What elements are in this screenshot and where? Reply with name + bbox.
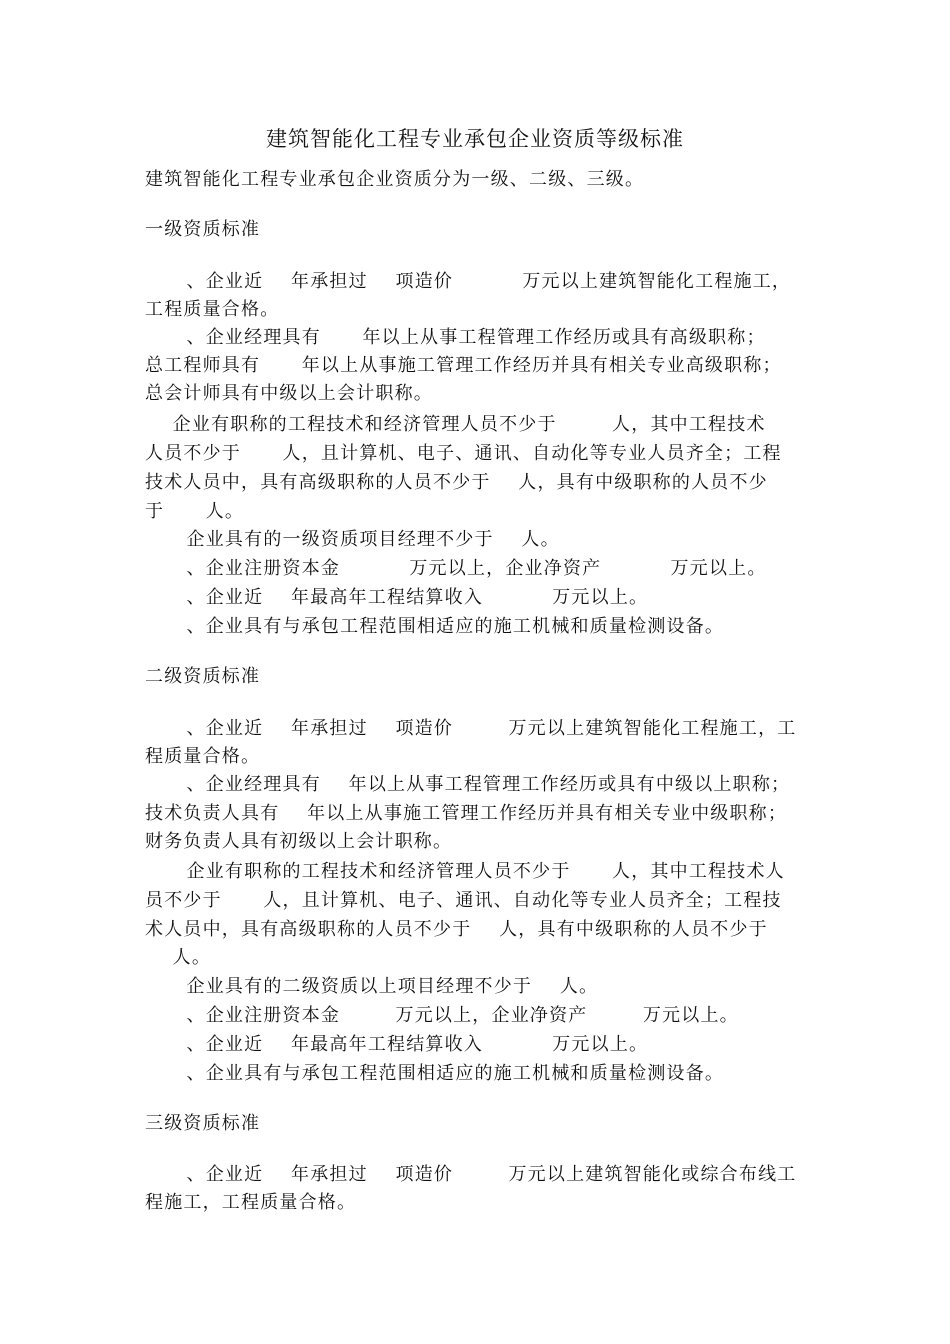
grade2-line: 员不少于 人，且计算机、电子、通讯、自动化等专业人员齐全；工程技 bbox=[145, 890, 782, 911]
grade2-line: 程质量合格。 bbox=[145, 746, 261, 767]
grade1-line: 总会计师具有中级以上会计职称。 bbox=[145, 383, 433, 404]
grade1-line: 工程质量合格。 bbox=[145, 299, 280, 320]
grade1-line: 、企业近 年最高年工程结算收入 万元以上。 bbox=[145, 587, 649, 608]
document-title: 建筑智能化工程专业承包企业资质等级标准 bbox=[266, 127, 684, 151]
grade1-line: 、企业具有与承包工程范围相适应的施工机械和质量检测设备。 bbox=[145, 616, 725, 637]
grade2-line: 、企业近 年承担过 项造价 万元以上建筑智能化工程施工，工 bbox=[145, 718, 797, 739]
grade1-line: 企业具有的一级资质项目经理不少于 人。 bbox=[145, 529, 560, 550]
grade2-line: 、企业近 年最高年工程结算收入 万元以上。 bbox=[145, 1034, 649, 1055]
grade1-line: 人员不少于 人，且计算机、电子、通讯、自动化等专业人员齐全；工程 bbox=[145, 443, 782, 464]
grade3-heading: 三级资质标准 bbox=[145, 1113, 261, 1134]
grade2-line: 、企业注册资本金 万元以上，企业净资产 万元以上。 bbox=[145, 1005, 739, 1026]
grade2-line: 、企业经理具有 年以上从事工程管理工作经历或具有中级以上职称； bbox=[145, 774, 791, 795]
grade1-line: 技术人员中，具有高级职称的人员不少于 人，具有中级职称的人员不少 bbox=[145, 472, 768, 493]
grade1-heading: 一级资质标准 bbox=[145, 219, 261, 240]
grade2-heading: 二级资质标准 bbox=[145, 666, 261, 687]
grade2-line: 人。 bbox=[145, 947, 212, 968]
grade1-line: 于 人。 bbox=[145, 501, 245, 522]
grade2-line: 企业有职称的工程技术和经济管理人员不少于 人，其中工程技术人 bbox=[145, 861, 785, 882]
grade2-line: 财务负责人具有初级以上会计职称。 bbox=[145, 831, 453, 852]
grade2-line: 、企业具有与承包工程范围相适应的施工机械和质量检测设备。 bbox=[145, 1063, 725, 1084]
grade2-line: 技术负责人具有 年以上从事施工管理工作经历并具有相关专业中级职称； bbox=[145, 803, 788, 824]
grade1-line: 企业有职称的工程技术和经济管理人员不少于 人，其中工程技术 bbox=[145, 414, 766, 435]
grade2-line: 术人员中，具有高级职称的人员不少于 人，具有中级职称的人员不少于 bbox=[145, 919, 768, 940]
grade1-line: 总工程师具有 年以上从事施工管理工作经历并具有相关专业高级职称； bbox=[145, 355, 782, 376]
intro-text: 建筑智能化工程专业承包企业资质分为一级、二级、三级。 bbox=[145, 169, 645, 190]
grade3-line: 、企业近 年承担过 项造价 万元以上建筑智能化或综合布线工 bbox=[145, 1164, 797, 1185]
grade1-line: 、企业注册资本金 万元以上，企业净资产 万元以上。 bbox=[145, 558, 767, 579]
grade1-line: 、企业近 年承担过 项造价 万元以上建筑智能化工程施工， bbox=[145, 271, 792, 292]
grade2-line: 企业具有的二级资质以上项目经理不少于 人。 bbox=[145, 976, 599, 997]
grade1-line: 、企业经理具有 年以上从事工程管理工作经历或具有高级职称； bbox=[145, 327, 766, 348]
grade3-line: 程施工，工程质量合格。 bbox=[145, 1192, 357, 1213]
